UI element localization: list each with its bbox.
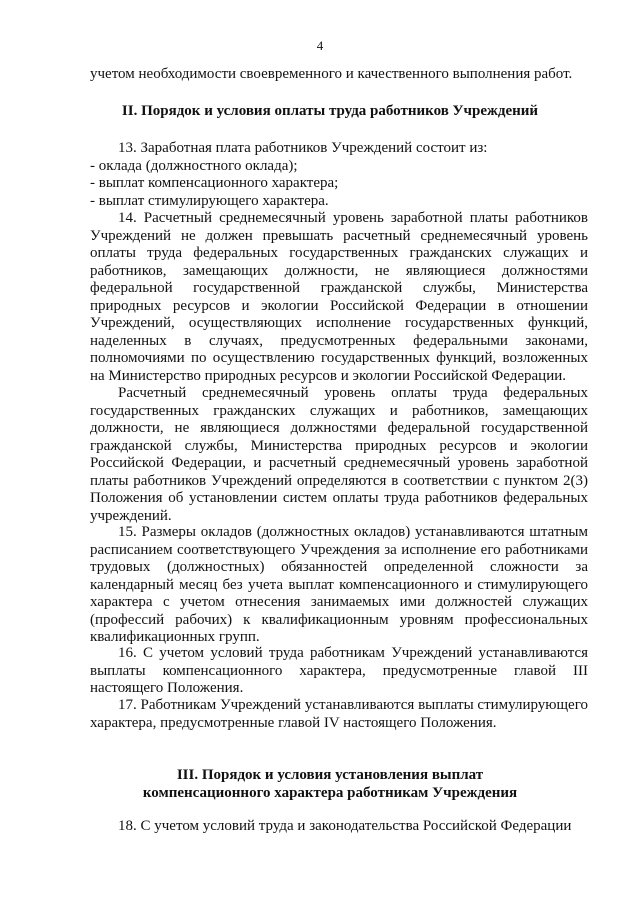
paragraph-16 [90, 645, 588, 698]
paragraph-18-text: 18. С учетом условий труда и законодательства Российской Федерации [118, 818, 572, 834]
paragraph-13 [90, 140, 588, 210]
paragraph-14 [90, 210, 588, 385]
list-item: - выплат компенсационного характера; [90, 175, 339, 191]
paragraph-13-intro: 13. Заработная плата работников Учреждений состоит из: [118, 140, 488, 156]
paragraph-14-text: 14. Расчетный среднемесячный уровень заработной платы работников Учреждений не должен превышать расчетный среднемесячный уровень оплаты труда федеральных государственных гражданских служащих и работников, замещающих должности, не являющиеся должностями федеральной государственной гражданской службы, Министерства природных ресурсов и экологии Российской Федерации в отношении Учреждений, осуществляющих исполнение государственных функций, наделенных в случаях, предусмотренных федеральными законами, полномочиями по осуществлению государственных функций, возложенных на Министерство природных ресурсов и экологии Российской Федерации. [90, 210, 588, 384]
paragraph-15-text: 15. Размеры окладов (должностных окладов) устанавливаются штатным расписанием соответствующего Учреждения за исполнение его работниками трудовых (должностных) обязанностей определенной сложности за календарный месяц без учета выплат компенсационного и стимулирующего характера с учетом отнесения занимаемых ими должностей служащих (профессий рабочих) к квалификационным уровням профессиональных квалификационных групп. [90, 524, 588, 645]
section-3-heading-line-1: III. Порядок и условия установления выплат [176, 767, 484, 783]
section-2-heading: II. Порядок и условия оплаты труда работников Учреждений [121, 103, 539, 119]
paragraph-16-text: 16. С учетом условий труда работникам Учреждений устанавливаются выплаты компенсационного характера, предусмотренные главой III настоящего Положения. [90, 645, 588, 696]
list-item: - оклада (должностного оклада); [90, 157, 298, 174]
paragraph-14b [90, 385, 588, 525]
section-3-heading [70, 766, 590, 802]
paragraph-18 [90, 818, 588, 836]
continuation-line [90, 66, 588, 84]
list-item: - выплат стимулирующего характера. [90, 192, 329, 209]
paragraph-17-text: 17. Работникам Учреждений устанавливаются выплаты стимулирующего характера, предусмотренные главой IV настоящего Положения. [90, 697, 588, 731]
paragraph-14b-text: Расчетный среднемесячный уровень оплаты труда федеральных государственных гражданских служащих и работников, замещающих должности, не являющиеся должностями федеральной государственной гражданской службы, Министерства природных ресурсов и экологии Российской Федерации, и расчетный среднемесячный уровень заработной платы работников Учреждений определяются в соответствии с пунктом 2(3) Положения об установлении систем оплаты труда работников федеральных учреждений. [90, 385, 588, 524]
section-3-heading-line-2: компенсационного характера работникам Учреждения [142, 785, 518, 801]
paragraph-15 [90, 524, 588, 647]
continuation-text: учетом необходимости своевременного и качественного выполнения работ. [90, 66, 573, 82]
page-number: 4 [316, 38, 324, 53]
paragraph-17 [90, 697, 588, 732]
